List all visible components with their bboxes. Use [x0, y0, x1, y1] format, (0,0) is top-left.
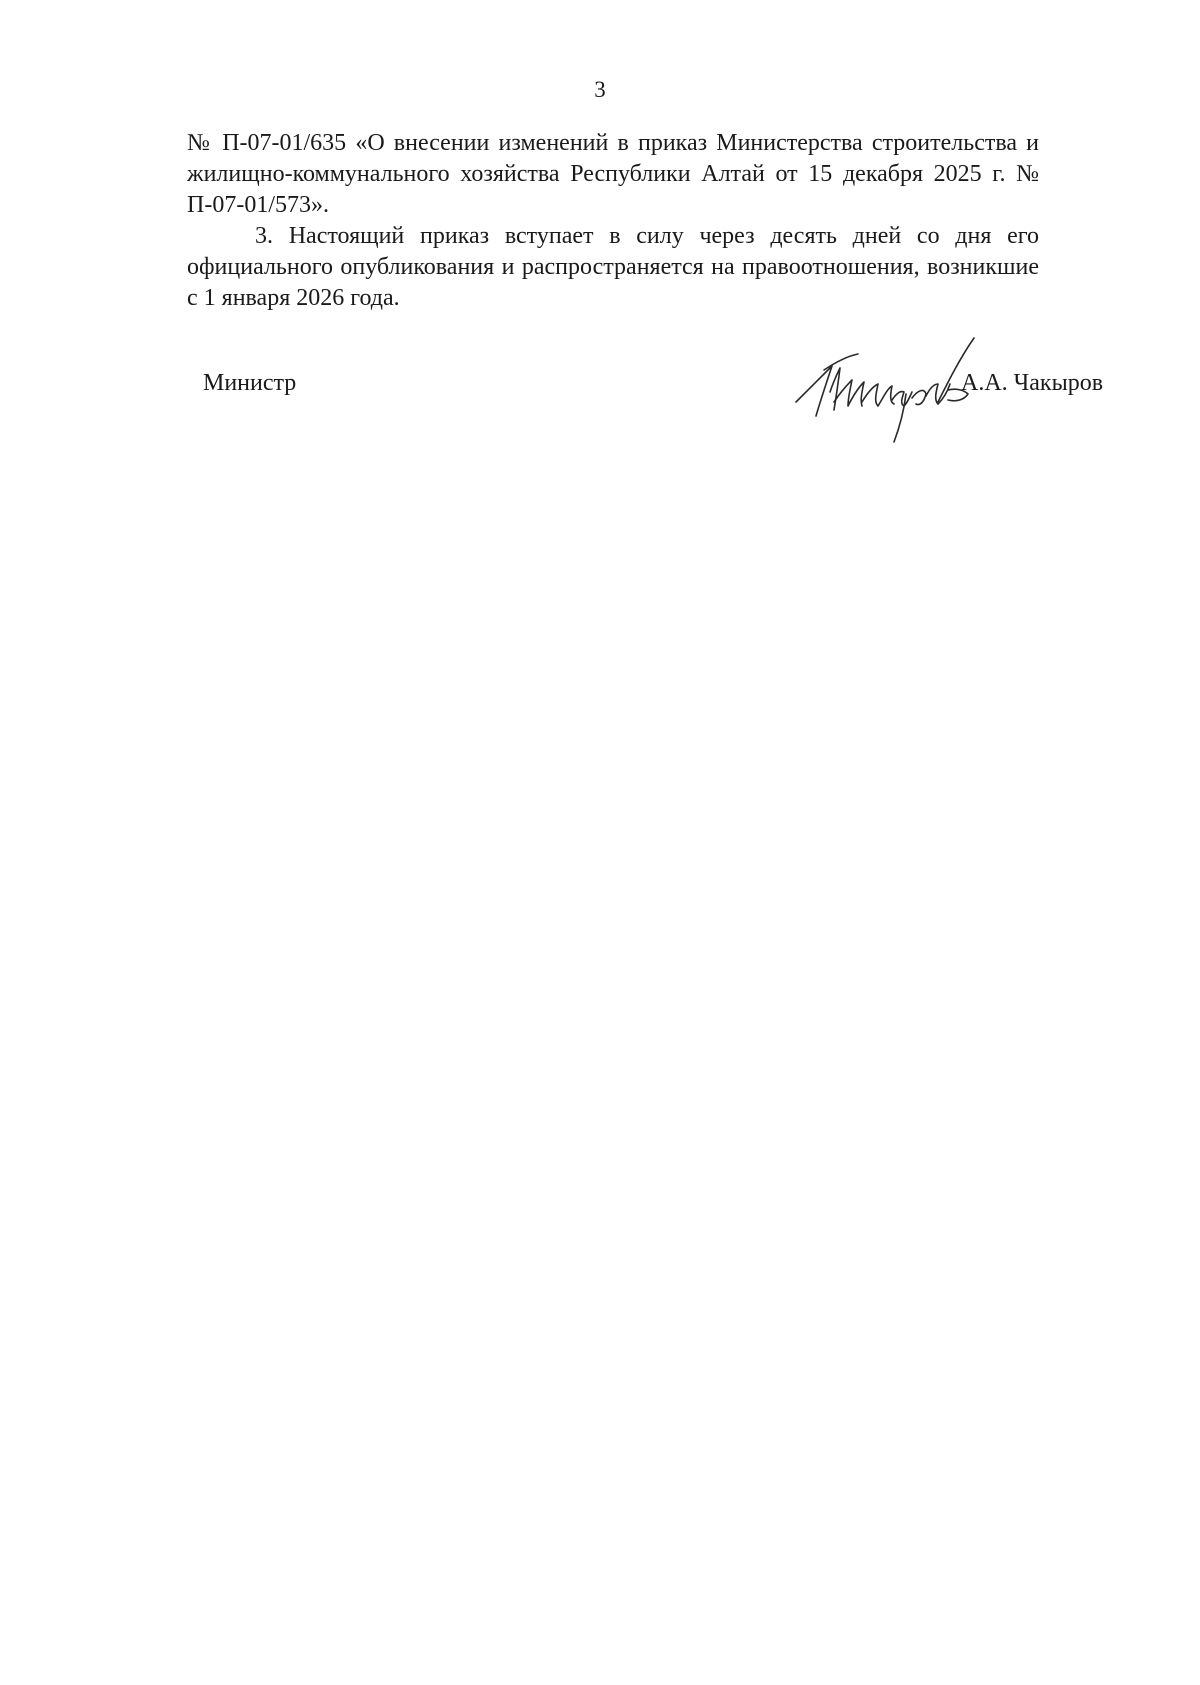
signature-block	[0, 368, 1200, 448]
signer-name: А.А. Чакыров	[961, 370, 1104, 396]
document-body	[187, 128, 1039, 314]
paragraph-continuation: № П-07-01/635 «О внесении изменений в приказ Министерства строительства и жилищно-коммунального хозяйства Республики Алтай от 15 декабря 2025 г. № П-07-01/573».	[187, 130, 1039, 218]
paragraph-item-3: 3. Настоящий приказ вступает в силу через десять дней со дня его официального опубликования и распространяется на правоотношения, возникшие с 1 января 2026 года.	[187, 223, 1039, 311]
signer-position: Министр	[203, 370, 297, 396]
page-number: 3	[594, 77, 606, 102]
